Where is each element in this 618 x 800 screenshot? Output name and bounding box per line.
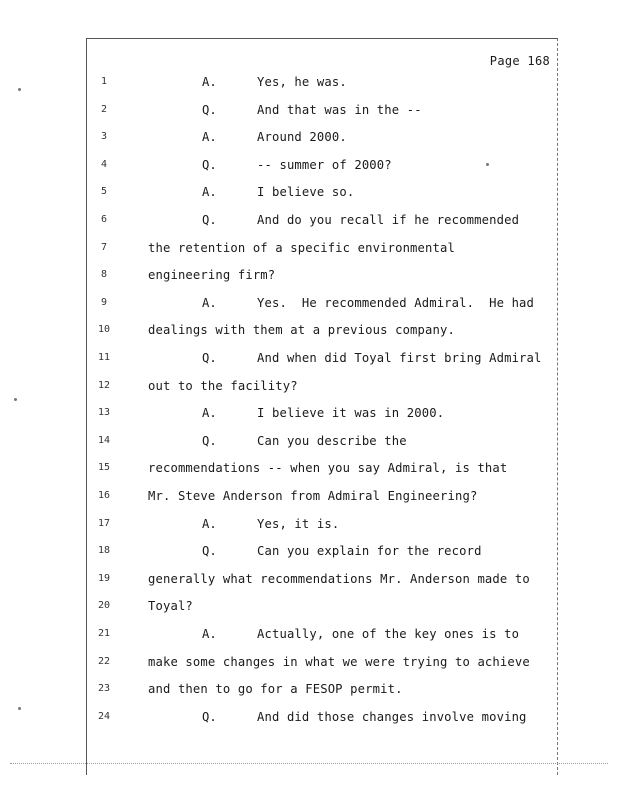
line-number: 18 (97, 545, 111, 557)
transcript-line (0, 651, 618, 673)
line-number: 2 (100, 103, 108, 115)
line-number: 6 (100, 214, 108, 225)
line-number: 19 (97, 572, 111, 584)
scan-speck (14, 398, 17, 401)
line-text: engineering firm? (148, 268, 276, 283)
line-text: Actually, one of the key ones is to (257, 627, 520, 641)
transcript-line (0, 319, 618, 341)
line-number: 5 (100, 186, 108, 198)
transcript-line (0, 264, 618, 286)
transcript-line (0, 595, 618, 617)
transcript-line (0, 540, 618, 562)
transcript-line (0, 457, 618, 479)
speaker-label: Q. (202, 102, 217, 117)
line-text: recommendations -- when you say Admiral, is that (148, 461, 508, 476)
line-text: Yes, it is. (257, 516, 340, 531)
line-text: I believe it was in 2000. (257, 406, 445, 421)
line-text: Mr. Steve Anderson from Admiral Engineering? (148, 489, 478, 503)
line-text: Can you describe the (257, 433, 407, 448)
speaker-label: A. (202, 75, 217, 89)
speaker-label: A. (202, 185, 217, 200)
transcript-line (0, 292, 618, 314)
line-text: the retention of a specific environmental (148, 240, 455, 255)
transcript-line (0, 513, 618, 535)
line-number: 10 (97, 324, 111, 336)
transcript-line (0, 154, 618, 176)
speaker-label: A. (202, 406, 217, 421)
transcript-line (0, 375, 618, 397)
transcript-line (0, 209, 618, 231)
transcript-line (0, 706, 618, 728)
speaker-label: Q. (202, 213, 217, 227)
speaker-label: Q. (202, 433, 217, 448)
transcript-line (0, 623, 618, 645)
line-text: And do you recall if he recommended (257, 213, 520, 227)
speaker-label: A. (202, 295, 217, 310)
line-number: 13 (97, 407, 111, 419)
line-number: 16 (97, 490, 111, 501)
speaker-label: A. (202, 130, 217, 145)
scan-bottom-edge (10, 763, 608, 765)
speaker-label: Q. (202, 351, 217, 365)
scan-speck (486, 163, 489, 166)
transcript-line (0, 237, 618, 259)
speaker-label: A. (202, 627, 217, 641)
line-text: generally what recommendations Mr. Anderson made to (148, 571, 530, 586)
line-number: 20 (97, 600, 111, 612)
speaker-label: Q. (202, 544, 217, 559)
line-number: 15 (97, 462, 111, 474)
page-number: Page 168 (489, 54, 550, 68)
transcript-line (0, 126, 618, 148)
line-number: 1 (100, 76, 108, 87)
transcript-line (0, 678, 618, 700)
scan-speck (18, 88, 21, 91)
line-text: dealings with them at a previous company. (148, 323, 455, 338)
line-number: 17 (97, 517, 111, 529)
line-text: Can you explain for the record (257, 544, 482, 559)
speaker-label: Q. (202, 709, 217, 724)
line-number: 7 (100, 241, 108, 253)
line-text: And when did Toyal first bring Admiral (257, 351, 542, 365)
line-text: out to the facility? (148, 378, 298, 393)
scan-speck (18, 707, 21, 710)
line-text: Toyal? (148, 599, 193, 614)
line-text: and then to go for a FESOP permit. (148, 682, 403, 697)
line-number: 12 (97, 379, 111, 391)
transcript-line (0, 568, 618, 590)
transcript-line (0, 430, 618, 452)
line-text: Yes. He recommended Admiral. He had (257, 295, 535, 310)
line-number: 22 (97, 655, 111, 667)
line-text: make some changes in what we were trying to achieve (148, 654, 530, 669)
speaker-label: A. (202, 516, 217, 531)
line-text: I believe so. (257, 185, 355, 200)
line-text: And that was in the -- (257, 102, 422, 117)
line-text: Around 2000. (257, 130, 347, 145)
line-text: -- summer of 2000? (257, 157, 392, 172)
line-number: 9 (100, 296, 108, 308)
transcript-line (0, 347, 618, 369)
line-number: 3 (100, 131, 108, 143)
line-number: 4 (100, 158, 108, 170)
line-number: 11 (97, 352, 111, 363)
transcript-line (0, 402, 618, 424)
transcript-line (0, 99, 618, 121)
line-number: 24 (97, 710, 111, 722)
line-number: 23 (97, 683, 111, 695)
transcript-line (0, 181, 618, 203)
line-text: Yes, he was. (257, 75, 347, 89)
speaker-label: Q. (202, 157, 217, 172)
transcript-line (0, 71, 618, 93)
transcript-line (0, 485, 618, 507)
line-number: 21 (97, 628, 111, 639)
line-number: 8 (100, 269, 108, 281)
line-text: And did those changes involve moving (257, 709, 527, 724)
line-number: 14 (97, 434, 111, 446)
